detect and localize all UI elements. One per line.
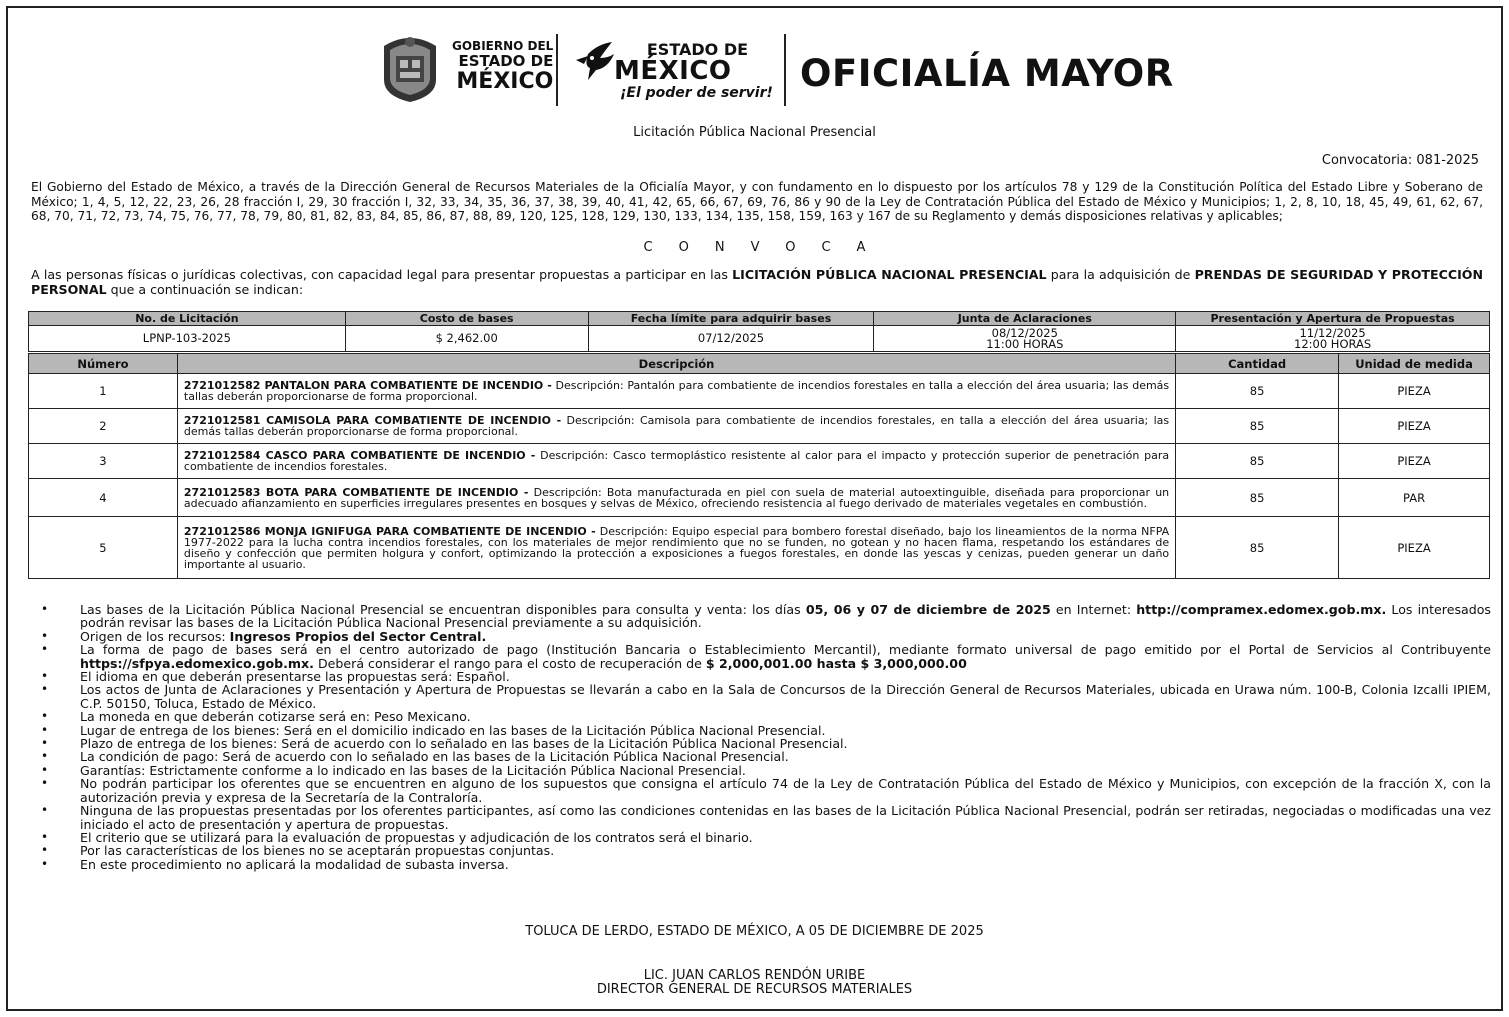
- item-unit: PIEZA: [1339, 444, 1490, 479]
- list-item: • Por las características de los bienes no se aceptarán propuestas conjuntas.: [41, 844, 1491, 857]
- item-key: 2721012586 MONJA IGNIFUGA PARA COMBATIENTE DE INCENDIO -: [183, 524, 596, 538]
- list-item: • Los actos de Junta de Aclaraciones y Presentación y Apertura de Propuestas se llevarán a cabo en la Sala de Concursos de la Dirección General de Recursos Materiales, ubicada en Urawa núm. 100-B, Colonia Izcalli IPIEM, C.P. 50150, Toluca, Estado de México.: [41, 683, 1491, 710]
- column-header: Cantidad: [1176, 354, 1339, 374]
- invitation-paragraph: [31, 268, 1483, 297]
- item-number: 1: [29, 374, 178, 409]
- item-unit: PIEZA: [1339, 374, 1490, 409]
- list-text: Deberá considerar el rango para el costo de recuperación de: [313, 655, 706, 671]
- item-description: [177, 479, 1175, 517]
- invitation-text: que a continuación se indican:: [106, 281, 304, 297]
- intro-paragraph: El Gobierno del Estado de México, a través de la Dirección General de Recursos Materiales de la Oficialía Mayor, y con fundamento en lo dispuesto por los artículos 78 y 129 de la Constitución Política del Estado Libre y Soberano de México; 1, 4, 5, 12, 22, 23, 26, 28 fracción I, 29, 30 fracción I, 32, 33, 34, 35, 36, 37, 38, 39, 40, 41, 42, 65, 66, 67, 69, 76, 86 y 90 de la Ley de Contratación Pública del Estado de México y Municipios; 1, 2, 8, 10, 18, 45, 49, 61, 62, 67, 68, 70, 71, 72, 73, 74, 75, 76, 77, 78, 79, 80, 81, 82, 83, 84, 85, 86, 87, 88, 89, 120, 125, 128, 129, 130, 133, 134, 135, 158, 159, 163 y 167 de su Reglamento y demás disposiciones relativas y aplicables;: [31, 180, 1483, 223]
- column-header: No. de Licitación: [29, 312, 346, 326]
- item-quantity: 85: [1176, 374, 1339, 409]
- invitation-text: para la adquisición de: [1046, 267, 1195, 282]
- item-quantity: 85: [1176, 479, 1339, 517]
- list-text: Los interesados podrán revisar las bases de la Licitación Pública Nacional Presencial previamente a su adquisición.: [80, 602, 1491, 631]
- item-description: [177, 374, 1175, 409]
- item-unit: PIEZA: [1339, 517, 1490, 579]
- item-quantity: 85: [1176, 444, 1339, 479]
- list-item: • En este procedimiento no aplicará la modalidad de subasta inversa.: [41, 858, 1491, 871]
- item-detail: Descripción: Casco termoplástico resistente al calor para el impacto y protección superior de penetración para combatiente de incendios forestales.: [183, 449, 1170, 473]
- item-number: 4: [29, 479, 178, 517]
- item-detail: Descripción: Camisola para combatiente de incendios forestales, en talla a elección del área usuaria; las demás tallas deberán proporcionarse de forma proporcional.: [183, 414, 1170, 438]
- header-divider: [784, 34, 786, 106]
- item-key: 2721012584 CASCO PARA COMBATIENTE DE INCENDIO -: [183, 449, 536, 462]
- place-date: TOLUCA DE LERDO, ESTADO DE MÉXICO, A 05 DE DICIEMBRE DE 2025: [525, 924, 984, 939]
- list-text: Origen de los recursos:: [80, 628, 230, 644]
- column-header: Costo de bases: [345, 312, 588, 326]
- oficialia-title: OFICIALÍA MAYOR: [800, 52, 1174, 95]
- signer-name: LIC. JUAN CARLOS RENDÓN URIBE: [643, 968, 866, 983]
- invitation-text: A las personas físicas o jurídicas colectivas, con capacidad legal para presentar propuestas a participar en las: [31, 267, 733, 282]
- list-text: Las bases de la Licitación Pública Nacional Presencial se encuentran disponibles para consulta y venta: los días: [80, 602, 806, 617]
- list-item: • La moneda en que deberán cotizarse será en: Peso Mexicano.: [41, 710, 1491, 723]
- licitacion-table: [28, 311, 1490, 352]
- item-unit: PIEZA: [1339, 409, 1490, 444]
- gobierno-line1: GOBIERNO DEL: [452, 39, 554, 53]
- item-number: 5: [29, 517, 178, 579]
- list-item: • Garantías: Estrictamente conforme a lo indicado en las bases de la Licitación Pública Nacional Presencial.: [41, 764, 1491, 777]
- header-divider: [556, 34, 558, 106]
- column-header: Descripción: [177, 354, 1175, 374]
- list-item: • Lugar de entrega de los bienes: Será en el domicilio indicado en las bases de la Licitación Pública Nacional Presencial.: [41, 724, 1491, 737]
- table-header-row: [29, 312, 1490, 326]
- list-item: • El criterio que se utilizará para la evaluación de propuestas y adjudicación de los contratos será el binario.: [41, 831, 1491, 844]
- table-row: [29, 444, 1490, 479]
- conditions-list: [41, 603, 1491, 871]
- item-description: [177, 409, 1175, 444]
- document-page: [6, 6, 1503, 1011]
- header: [378, 24, 1178, 104]
- item-key: 2721012583 BOTA PARA COMBATIENTE DE INCENDIO -: [183, 485, 529, 499]
- items-table: [28, 353, 1490, 579]
- bases-cost: $ 2,462.00: [345, 326, 588, 352]
- list-bold: Ingresos Propios del Sector Central.: [229, 628, 487, 644]
- gobierno-logo-text: [452, 40, 553, 93]
- licitacion-number: LPNP-103-2025: [29, 326, 346, 352]
- column-header: Número: [29, 354, 178, 374]
- estado-logo-text: [614, 42, 773, 100]
- item-number: 2: [29, 409, 178, 444]
- table-header-row: [29, 354, 1490, 374]
- item-key: 2721012581 CAMISOLA PARA COMBATIENTE DE INCENDIO -: [183, 414, 562, 427]
- table-row: [29, 326, 1490, 352]
- item-number: 3: [29, 444, 178, 479]
- list-item: • No podrán participar los oferentes que se encuentren en alguno de los supuestos que consigna el artículo 74 de la Ley de Contratación Pública del Estado de México y Municipios, con excepción de la fracción X, con la autorización previa y expresa de la Secretaría de la Contraloría.: [41, 777, 1491, 804]
- list-item: [41, 630, 1491, 643]
- list-item: • Ninguna de las propuestas presentadas por los oferentes participantes, así como las condiciones contenidas en las bases de la Licitación Pública Nacional Presencial, podrán ser retiradas, negociadas o modificadas una vez iniciado el acto de presentación y apertura de propuestas.: [41, 804, 1491, 831]
- table-row: [29, 517, 1490, 579]
- list-text: en Internet:: [1050, 602, 1137, 617]
- junta-date: 08/12/2025: [991, 325, 1058, 340]
- item-key: 2721012582 PANTALON PARA COMBATIENTE DE INCENDIO -: [183, 379, 552, 392]
- junta-cell: [874, 326, 1176, 352]
- list-item: [41, 603, 1491, 630]
- item-quantity: 85: [1176, 409, 1339, 444]
- item-description: [177, 517, 1175, 579]
- deadline-date: 07/12/2025: [588, 326, 874, 352]
- gobierno-line2: ESTADO DE: [458, 52, 554, 70]
- list-bold: $ 2,000,001.00 hasta $ 3,000,000.00: [705, 655, 967, 671]
- list-item: • Plazo de entrega de los bienes: Será de acuerdo con lo señalado en las bases de la Licitación Pública Nacional Presencial.: [41, 737, 1491, 750]
- convocatoria-number: Convocatoria: 081-2025: [1321, 153, 1479, 168]
- column-header: Fecha límite para adquirir bases: [588, 312, 874, 326]
- convoca-heading: CONVOCA: [643, 240, 892, 255]
- hummingbird-icon: [574, 40, 616, 84]
- column-header: Junta de Aclaraciones: [874, 312, 1176, 326]
- invitation-bold: PRENDAS DE SEGURIDAD Y PROTECCIÓN PERSONAL: [31, 267, 1484, 297]
- column-header: Unidad de medida: [1339, 354, 1490, 374]
- list-bold: 05, 06 y 07 de diciembre de 2025: [805, 602, 1051, 617]
- document-title: Licitación Pública Nacional Presencial: [633, 125, 876, 140]
- gobierno-line3: MÉXICO: [456, 69, 554, 94]
- estado-slogan: ¡El poder de servir!: [620, 85, 773, 101]
- junta-time: 11:00 HORAS: [986, 336, 1064, 351]
- signer-title: DIRECTOR GENERAL DE RECURSOS MATERIALES: [596, 982, 913, 997]
- estado-line1: ESTADO DE: [646, 40, 749, 59]
- list-item: • La condición de pago: Será de acuerdo con lo señalado en las bases de la Licitación Pública Nacional Presencial.: [41, 750, 1491, 763]
- list-text: La forma de pago de bases será en el centro autorizado de pago (Institución Bancaria o Establecimiento Mercantil), mediante formato universal de pago emitido por el Portal de Servicios al Contribuyente: [80, 642, 1491, 658]
- apertura-time: 12:00 HORAS: [1294, 336, 1372, 351]
- column-header: Presentación y Apertura de Propuestas: [1176, 312, 1490, 326]
- apertura-cell: [1176, 326, 1490, 352]
- list-item: [41, 643, 1491, 670]
- apertura-date: 11/12/2025: [1299, 325, 1366, 340]
- item-detail: Descripción: Bota manufacturada en piel con suela de material autoextinguible, diseñada para proporcionar un adecuado afianzamiento en superficies irregulares presentes en bosques y selvas de México, ofreciendo resistencia al fuego derivado de materiales vegetales en combustión.: [183, 485, 1170, 510]
- estado-line2: MÉXICO: [614, 56, 732, 86]
- item-description: [177, 444, 1175, 479]
- item-detail: Descripción: Equipo especial para bombero forestal diseñado, bajo los lineamientos de la norma NFPA 1977-2022 para la lucha contra incendios forestales, con los materiales de mejor rendimiento que no se funden, no gotean y no hacen flama, respetando los estándares de diseño y confección que permiten holgura y confort, optimizando la protección a exposiciones a fuegos forestales, en donde las yescas y cenizas, pueden generar un daño importante al usuario.: [183, 524, 1170, 571]
- compramex-link[interactable]: http://compramex.edomex.gob.mx.: [1136, 602, 1387, 617]
- item-detail: Descripción: Pantalón para combatiente de incendios forestales en talla a elección del área usuaria; las demás tallas deberán proporcionarse de forma proporcional.: [183, 379, 1170, 403]
- invitation-bold: LICITACIÓN PÚBLICA NACIONAL PRESENCIAL: [732, 267, 1047, 282]
- item-unit: PAR: [1339, 479, 1490, 517]
- table-row: [29, 409, 1490, 444]
- list-item: • El idioma en que deberán presentarse las propuestas será: Español.: [41, 670, 1491, 683]
- sfpya-link[interactable]: https://sfpya.edomexico.gob.mx.: [80, 655, 314, 671]
- state-seal-icon: [378, 32, 442, 104]
- item-quantity: 85: [1176, 517, 1339, 579]
- table-row: [29, 479, 1490, 517]
- table-row: [29, 374, 1490, 409]
